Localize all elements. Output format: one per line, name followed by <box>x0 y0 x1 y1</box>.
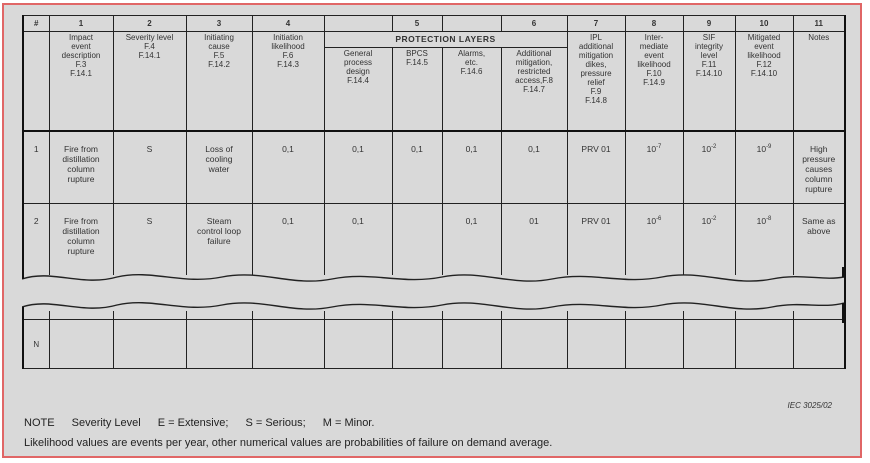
header-cell <box>793 32 845 132</box>
text-line: Loss of <box>205 144 233 154</box>
text-line: process <box>343 58 372 67</box>
text-line: F.14.9 <box>643 78 665 87</box>
text-line: F.14.10 <box>695 69 723 78</box>
text-line: likelihood <box>271 42 305 51</box>
note-extensive: E = Extensive; <box>157 417 229 429</box>
iec-reference: IEC 3025/02 <box>787 401 832 410</box>
text-line: Same as <box>801 216 836 226</box>
text-line: F.12 <box>756 60 772 69</box>
col-number: 11 <box>793 16 845 32</box>
severity-note <box>24 417 374 429</box>
impact-cell <box>49 204 113 276</box>
text-line: SIF <box>702 33 716 42</box>
text-line: F.14.10 <box>750 69 778 78</box>
alarms-cell: 0,1 <box>442 131 501 204</box>
column-number-row <box>23 16 845 32</box>
additional-mitigation-cell: 0,1 <box>501 131 567 204</box>
break-row <box>23 291 845 320</box>
text-line: relief <box>587 78 605 87</box>
row-number: N <box>23 320 49 369</box>
text-line: restricted <box>517 67 551 76</box>
severity-cell: S <box>113 131 186 204</box>
col-number: 8 <box>625 16 683 32</box>
text-line: design <box>346 67 370 76</box>
break-row <box>23 276 845 291</box>
col-number: 10 <box>735 16 793 32</box>
notes-cell <box>793 204 845 276</box>
sif-cell <box>683 204 735 276</box>
col-number: 4 <box>252 16 324 32</box>
note-minor: M = Minor. <box>322 417 375 429</box>
exponent: -9 <box>766 144 772 150</box>
mitigated-likelihood-cell <box>735 131 793 204</box>
text-line: F.14.1 <box>138 51 161 60</box>
header-cell <box>501 48 567 132</box>
text-line: above <box>807 226 831 236</box>
text-line: Notes <box>808 33 830 42</box>
text-line: mediate <box>639 42 669 51</box>
intermediate-likelihood-cell <box>625 204 683 276</box>
text-line: Mitigated <box>747 33 781 42</box>
exponent: -8 <box>766 216 772 222</box>
header-cell <box>49 32 113 132</box>
text-line: causes <box>805 164 833 174</box>
col-number: 1 <box>49 16 113 32</box>
text-line: cause <box>208 42 230 51</box>
ipl-cell: PRV 01 <box>567 131 625 204</box>
text-line: event <box>71 42 91 51</box>
row-number: 2 <box>23 204 49 276</box>
text-line: Inter- <box>644 33 664 42</box>
text-line: F.9 <box>590 87 602 96</box>
text-line: Fire from <box>64 216 98 226</box>
additional-mitigation-cell: 01 <box>501 204 567 276</box>
text-line: failure <box>207 236 231 246</box>
text-line: rupture <box>805 184 833 194</box>
text-line: Additional <box>516 49 552 58</box>
notes-cell <box>793 131 845 204</box>
lopa-table <box>22 15 846 369</box>
text-line: F.6 <box>282 51 294 60</box>
intermediate-likelihood-cell <box>625 131 683 204</box>
table-row <box>23 204 845 276</box>
text-line: event <box>644 51 664 60</box>
header-cell <box>683 32 735 132</box>
text-line: water <box>208 164 230 174</box>
text-line: F.14.2 <box>208 60 230 69</box>
header-cell <box>186 32 252 132</box>
text-line: dikes, <box>585 60 607 69</box>
table-row <box>23 131 845 204</box>
initiation-cell: 0,1 <box>252 131 324 204</box>
text-line: mitigation <box>578 51 614 60</box>
text-line: F.11 <box>701 60 717 69</box>
base: 10 <box>701 144 712 154</box>
text-line: pressure <box>802 154 836 164</box>
col-number: 5 <box>392 16 442 32</box>
text-line: Initiation <box>273 33 303 42</box>
col-number <box>442 16 501 32</box>
table-row <box>23 320 845 369</box>
col-number: 2 <box>113 16 186 32</box>
general-design-cell: 0,1 <box>324 204 392 276</box>
col-number: # <box>23 16 49 32</box>
text-line: etc. <box>465 58 478 67</box>
mitigated-likelihood-cell <box>735 204 793 276</box>
text-line: F.14.1 <box>70 69 92 78</box>
header-cell <box>252 32 324 132</box>
row-number-header <box>23 32 49 132</box>
figure-frame <box>2 3 862 458</box>
col-number: 6 <box>501 16 567 32</box>
text-line: mitigation, <box>515 58 553 67</box>
ipl-cell: PRV 01 <box>567 204 625 276</box>
protection-layers-label: PROTECTION LAYERS <box>324 32 567 48</box>
header-cell <box>735 32 793 132</box>
exponent: -2 <box>711 144 717 150</box>
text-line: F.14.6 <box>460 67 483 76</box>
header-cell <box>113 32 186 132</box>
text-line: High <box>810 144 828 154</box>
text-line: event <box>754 42 774 51</box>
lopa-sheet <box>22 15 844 393</box>
text-line: column <box>805 174 833 184</box>
text-line: rupture <box>67 246 95 256</box>
text-line: F.14.8 <box>585 96 607 105</box>
col-number: 9 <box>683 16 735 32</box>
note-prefix: NOTE <box>24 417 55 429</box>
exponent: -7 <box>656 144 662 150</box>
text-line: rupture <box>67 174 95 184</box>
protection-layers-row <box>23 32 845 48</box>
note-serious: S = Serious; <box>245 417 306 429</box>
text-line: likelihood <box>637 60 671 69</box>
text-line: description <box>61 51 101 60</box>
text-line: control loop <box>197 226 241 236</box>
base: 10 <box>646 144 657 154</box>
general-design-cell: 0,1 <box>324 131 392 204</box>
impact-cell <box>49 131 113 204</box>
text-line: BPCS <box>406 49 428 58</box>
text-line: Fire from <box>64 144 98 154</box>
text-line: Impact <box>68 33 93 42</box>
exponent: -6 <box>656 216 662 222</box>
text-line: F.3 <box>75 60 87 69</box>
text-line: level <box>700 51 718 60</box>
text-line: distillation <box>62 226 100 236</box>
base: 10 <box>756 144 767 154</box>
exponent: -2 <box>711 216 717 222</box>
header-cell <box>625 32 683 132</box>
initiation-cell: 0,1 <box>252 204 324 276</box>
text-line: additional <box>578 42 614 51</box>
header-cell <box>392 48 442 132</box>
alarms-cell: 0,1 <box>442 204 501 276</box>
text-line: Severity level <box>125 33 174 42</box>
likelihood-note: Likelihood values are events per year, other numerical values are probabilities of failure on demand average. <box>24 437 553 449</box>
col-number: 3 <box>186 16 252 32</box>
text-line: column <box>67 236 95 246</box>
text-line: F.14.7 <box>523 85 545 94</box>
cause-cell <box>186 204 252 276</box>
base: 10 <box>756 216 767 226</box>
base: 10 <box>646 216 657 226</box>
text-line: integrity <box>694 42 723 51</box>
text-line: cooling <box>205 154 233 164</box>
text-line: Alarms, <box>457 49 486 58</box>
text-line: F.14.4 <box>347 76 369 85</box>
text-line: F.5 <box>213 51 225 60</box>
col-number: 7 <box>567 16 625 32</box>
text-line: access,F.8 <box>515 76 553 85</box>
text-line: IPL <box>589 33 602 42</box>
text-line: pressure <box>580 69 612 78</box>
text-line: distillation <box>62 154 100 164</box>
header-cell <box>442 48 501 132</box>
text-line: F.10 <box>646 69 662 78</box>
col-number <box>324 16 392 32</box>
text-line: Initiating <box>204 33 234 42</box>
text-line: Steam <box>206 216 232 226</box>
sif-cell <box>683 131 735 204</box>
row-number: 1 <box>23 131 49 204</box>
text-line: likelihood <box>747 51 781 60</box>
text-line: column <box>67 164 95 174</box>
note-severity: Severity Level <box>71 417 141 429</box>
bpcs-cell <box>392 204 442 276</box>
header-cell <box>324 48 392 132</box>
severity-cell: S <box>113 204 186 276</box>
bpcs-cell: 0,1 <box>392 131 442 204</box>
header-cell <box>567 32 625 132</box>
text-line: F.4 <box>144 42 155 51</box>
cause-cell <box>186 131 252 204</box>
text-line: F.14.3 <box>277 60 299 69</box>
base: 10 <box>701 216 712 226</box>
text-line: General <box>343 49 373 58</box>
text-line: F.14.5 <box>406 58 428 67</box>
